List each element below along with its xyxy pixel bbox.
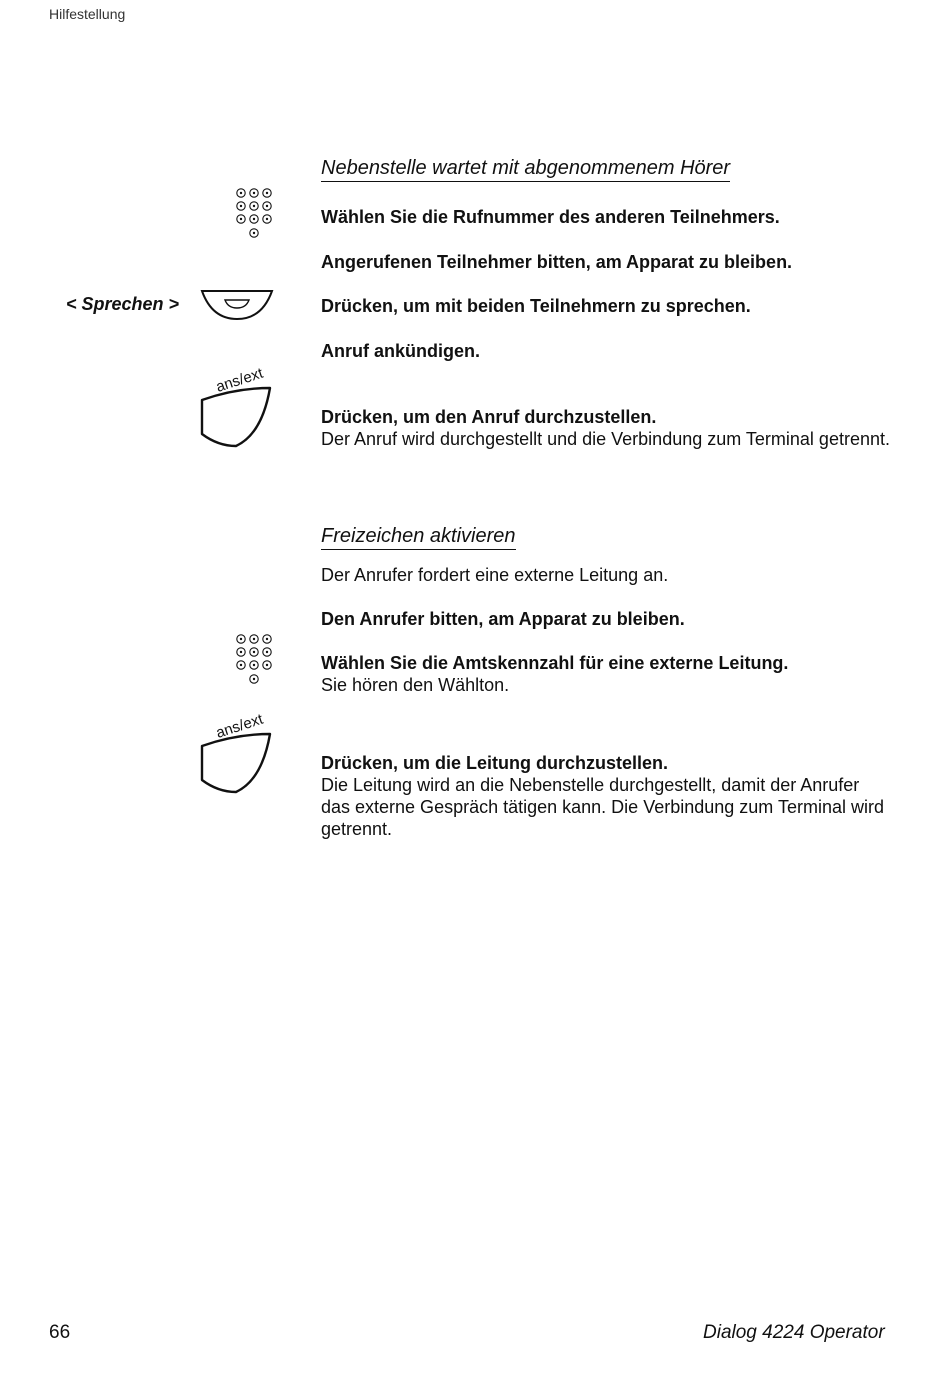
step-ask-caller-stay [321, 608, 891, 630]
section-heading-nebenstelle: Nebenstelle wartet mit abgenommenem Hörer [321, 157, 730, 182]
softkey-icon[interactable] [200, 288, 274, 322]
step-transfer-line [321, 752, 891, 840]
step-bold: Drücken, um mit beiden Teilnehmern zu sprechen. [321, 296, 751, 316]
step-bold: Drücken, um die Leitung durchzustellen. [321, 753, 669, 773]
step-ask-stay [321, 251, 891, 273]
step-bold: Drücken, um den Anruf durchzustellen. [321, 407, 657, 427]
ans-ext-key-icon[interactable] [198, 712, 278, 796]
step-text: Der Anrufer fordert eine externe Leitung an. [321, 565, 669, 585]
step-bold: Den Anrufer bitten, am Apparat zu bleiben. [321, 609, 685, 629]
key-label: ans/ext [213, 710, 266, 742]
keypad-icon [234, 187, 274, 243]
step-bold: Wählen Sie die Amtskennzahl für eine externe Leitung. [321, 653, 789, 673]
keypad-icon [234, 633, 274, 689]
key-label: ans/ext [213, 364, 266, 396]
step-text: Die Leitung wird an die Nebenstelle durchgestellt, damit der Anrufer das externe Gespräch tätigen kann. Die Verbindung zum Terminal wird getrennt. [321, 775, 884, 839]
step-caller-requests [321, 564, 891, 586]
running-header: Hilfestellung [49, 6, 126, 22]
step-announce [321, 340, 891, 362]
step-text: Der Anruf wird durchgestellt und die Verbindung zum Terminal getrennt. [321, 429, 890, 449]
page-number: 66 [49, 1322, 71, 1343]
step-bold: Wählen Sie die Rufnummer des anderen Teilnehmers. [321, 207, 780, 227]
softkey-label-sprechen: < Sprechen > [66, 294, 180, 314]
step-speak-both [321, 295, 891, 317]
step-dial-exit-code [321, 652, 891, 696]
product-name: Dialog 4224 Operator [703, 1322, 885, 1343]
step-bold: Anruf ankündigen. [321, 341, 480, 361]
section-heading-freizeichen: Freizeichen aktivieren [321, 525, 516, 550]
step-bold: Angerufenen Teilnehmer bitten, am Apparat zu bleiben. [321, 252, 793, 272]
step-dial-number [321, 206, 891, 228]
step-text: Sie hören den Wählton. [321, 675, 510, 695]
step-transfer-call [321, 406, 891, 450]
ans-ext-key-icon[interactable] [198, 366, 278, 450]
